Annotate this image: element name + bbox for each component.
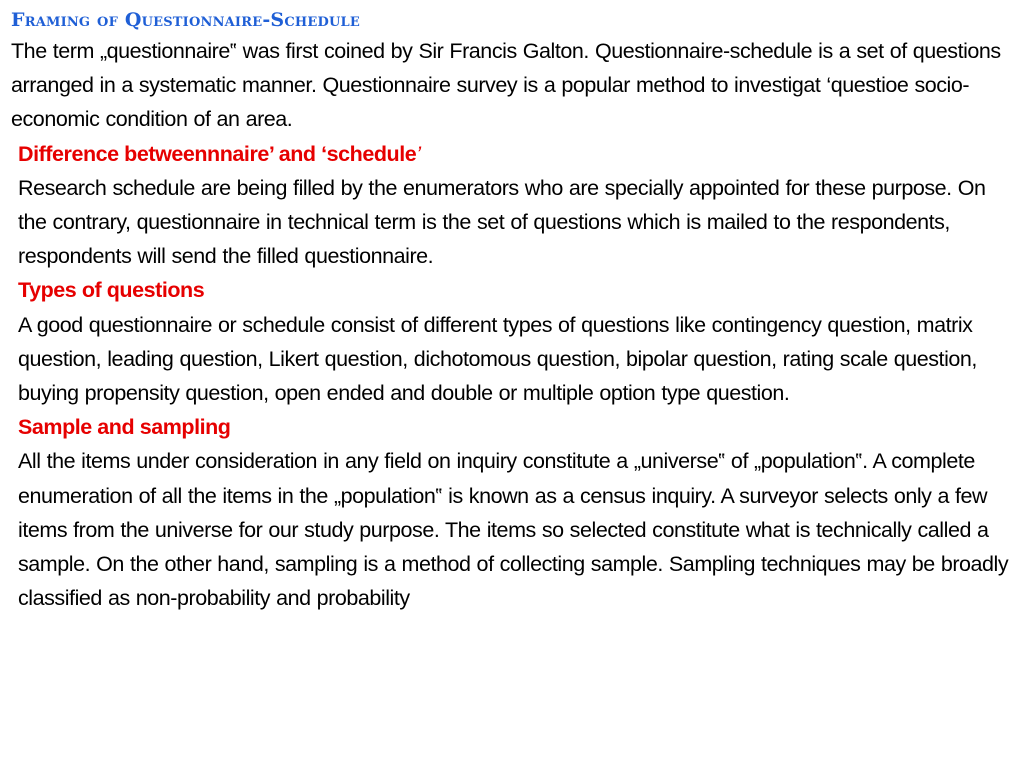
section-heading-difference-text: Difference betweennnaire’ and ‘schedule	[18, 141, 417, 166]
section-heading-sampling: Sample and sampling	[18, 415, 231, 440]
slide-title: Framing of Questionnaire-Schedule	[11, 9, 360, 31]
section-heading-difference	[11, 137, 1017, 171]
section-body-sampling: All the items under consideration in any field on inquiry constitute a „universe‟ of „population‟. A complete enumeration of all the items in the „population‟ is known as a census inquiry. A surveyor selects only a few items from the universe for our study purpose. The items so selected constitute what is technically called a sample. On the other hand, sampling is a method of collecting sample. Sampling techniques may be broadly classified as non-probability and probability	[18, 449, 1009, 611]
intro-paragraph: The term „questionnaire‟ was first coined by Sir Francis Galton. Questionnaire-schedule is a set of questions arranged in a systematic manner. Questionnaire survey is a popular method to investigat ‘questioe socio-economic condition of an area.	[11, 39, 1001, 132]
section-body-types: A good questionnaire or schedule consist of different types of questions like contingency question, matrix question, leading question, Likert question, dichotomous question, bipolar question, rating scale question, buying propensity question, open ended and double or multiple option type question.	[18, 312, 977, 406]
slide-content	[11, 6, 1017, 615]
section-body-difference: Research schedule are being filled by the enumerators who are specially appointed for these purpose. On the contrary, questionnaire in technical term is the set of questions which is mailed to the respondents, respondents will send the filled questionnaire.	[18, 175, 986, 269]
section-heading-difference-tail: ’	[416, 141, 421, 166]
section-heading-types: Types of questions	[18, 278, 205, 303]
